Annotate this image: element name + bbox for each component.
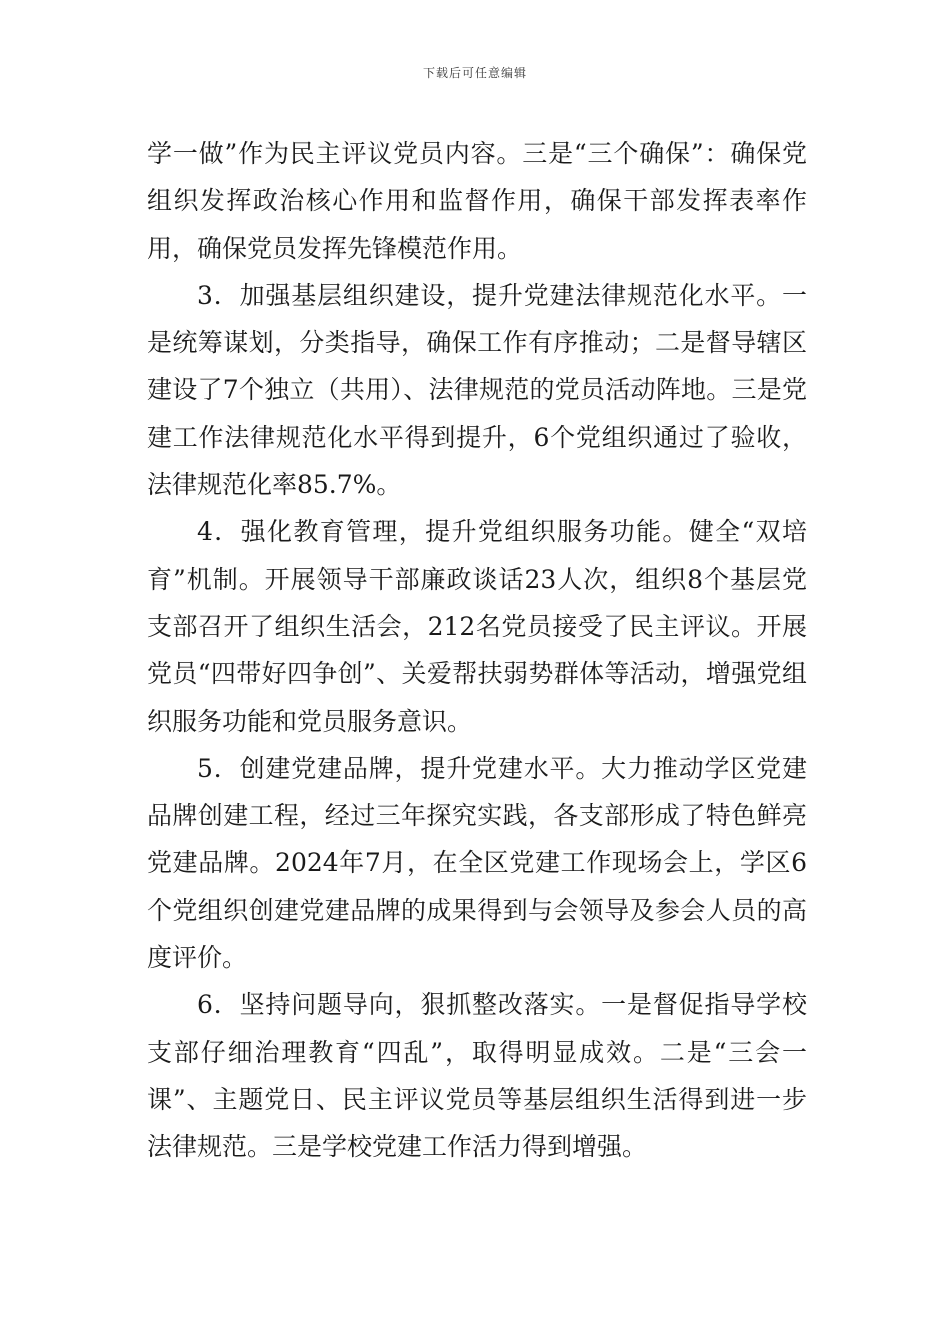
paragraph-item-4: 4．强化教育管理，提升党组织服务功能。健全“双培育”机制。开展领导干部廉政谈话23人次，组织8个基层党支部召开了组织生活会，212名党员接受了民主评议。开展党员“四带好四争创”、关爱帮扶弱势群体等活动，增强党组织服务功能和党员服务意识。 (147, 517, 807, 736)
paragraph-item-6: 6．坚持问题导向，狠抓整改落实。一是督促指导学校支部仔细治理教育“四乱”，取得明显成效。二是“三会一课”、主题党日、民主评议党员等基层组织生活得到进一步法律规范。三是学校党建工作活力得到增强。 (147, 990, 807, 1162)
paragraph-item-3: 3．加强基层组织建设，提升党建法律规范化水平。一是统筹谋划，分类指导，确保工作有序推动；二是督导辖区建设了7个独立（共用）、法律规范的党员活动阵地。三是党建工作法律规范化水平得到提升，6个党组织通过了验收，法律规范化率85.7%。 (147, 280, 807, 500)
page-header-note: 下载后可任意编辑 (422, 66, 527, 80)
document-body (147, 130, 807, 1171)
paragraph-continuation: 学一做”作为民主评议党员内容。三是“三个确保”：确保党组织发挥政治核心作用和监督作用，确保干部发挥表率作用，确保党员发挥先锋模范作用。 (147, 139, 807, 263)
paragraph-item-5: 5．创建党建品牌，提升党建水平。大力推动学区党建品牌创建工程，经过三年探究实践，各支部形成了特色鲜亮党建品牌。2024年7月，在全区党建工作现场会上，学区6个党组织创建党建品牌的成果得到与会领导及参会人员的高度评价。 (147, 753, 807, 973)
